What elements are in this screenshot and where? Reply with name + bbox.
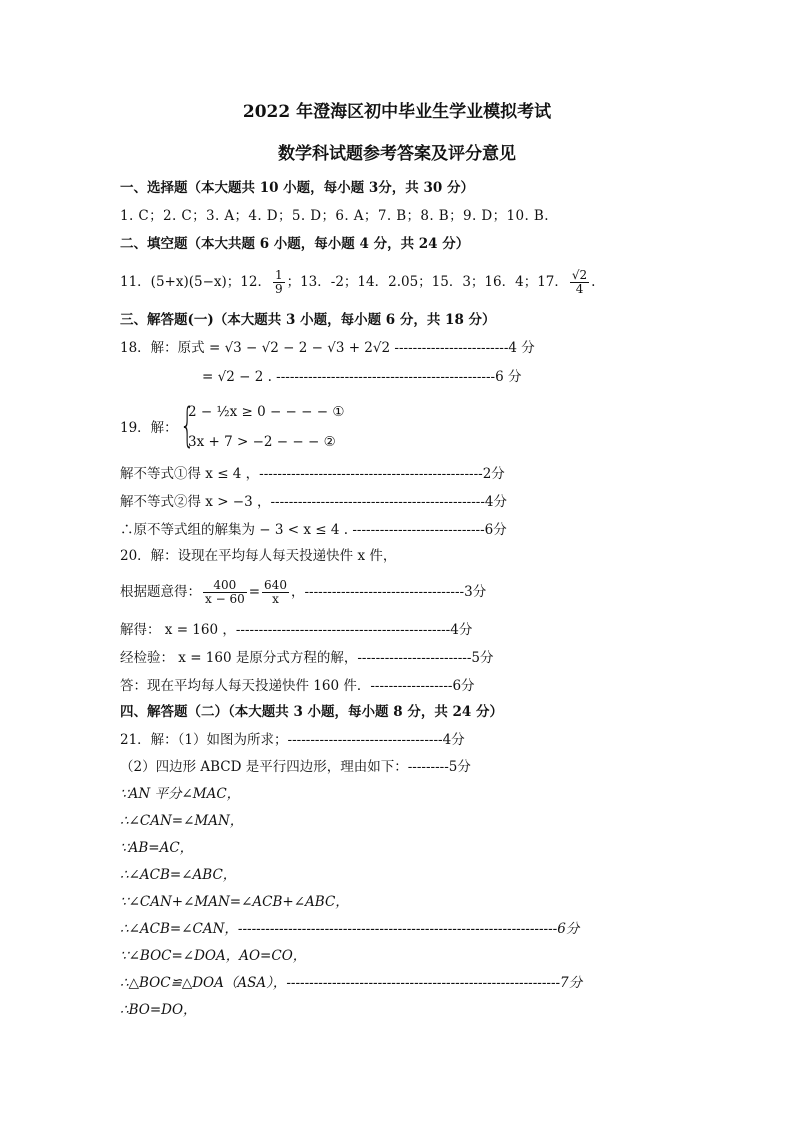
answers-fill-part-a: 11．(5+x)(5−x)；12． [120, 274, 271, 290]
fraction-400: $\frac{400}{x - 60}$ [205, 578, 245, 606]
q21-line-10: ∴△BOC≌△DOA（ASA），------------------------------------------------------------7分 [120, 975, 583, 991]
q20-line-1: 20．解：设现在平均每人每天投递快件 x 件， [120, 548, 397, 564]
q21-line-3: ∵AN 平分∠MAC， [120, 786, 241, 802]
q19-step-1: 解不等式①得 x ≤ 4 ，-------------------------------------------------2分 [120, 466, 505, 482]
q20-equation-score: ，-----------------------------------3分 [290, 584, 487, 600]
q21-line-2: （2）四边形 ABCD 是平行四边形，理由如下：---------5分 [120, 759, 471, 775]
q19-inequality-1: 2 − ½x ≥ 0 − − − − ① [188, 404, 345, 420]
q21-line-9: ∵∠BOC=∠DOA，AO=CO， [120, 948, 307, 964]
section-heading-1: 一、选择题（本大题共 10 小题，每小题 3分，共 30 分） [120, 180, 474, 196]
q21-line-1: 21．解：（1）如图为所求；----------------------------------4分 [120, 732, 465, 748]
q21-line-4: ∴∠CAN=∠MAN， [120, 813, 244, 829]
fraction-sqrt2-over-4: $\frac{√2}{4}$ [571, 268, 588, 296]
q20-line-5: 答：现在平均每人每天投递快件 160 件．------------------6分 [120, 678, 475, 694]
answers-fill-end: . [591, 274, 596, 290]
q20-line-3: 解得： x = 160 ，-----------------------------------------------4分 [120, 622, 473, 638]
q18-line-1: 18．解：原式 = √3 − √2 − 2 − √3 + 2√2 -------------------------4 分 [120, 340, 535, 356]
answers-fill-part-b: ；13．-2；14．2.05；15．3；16．4；17． [286, 274, 568, 290]
equals-sign: = [248, 584, 261, 600]
q19-inequality-2: 3x + 7 > −2 − − − ② [188, 434, 336, 450]
q21-line-6: ∴∠ACB=∠ABC， [120, 867, 237, 883]
fraction-640: $\frac{640}{x}$ [264, 578, 287, 606]
q21-line-5: ∵AB=AC， [120, 840, 194, 856]
system-brace: { [180, 398, 195, 452]
section-heading-3: 三、解答题(一)（本大题共 3 小题，每小题 6 分，共 18 分） [120, 312, 496, 328]
fraction-one-ninth: $\frac{1}{9}$ [274, 268, 283, 296]
q21-line-8: ∴∠ACB=∠CAN，----------------------------------------------------------------------6分 [120, 921, 580, 937]
q20-equation [120, 574, 486, 610]
q19-step-2: 解不等式②得 x > −3 ，-----------------------------------------------4分 [120, 494, 507, 510]
answers-fill [120, 262, 595, 302]
answers-choice: 1. C；2. C；3. A；4. D；5. D；6. A；7. B；8. B；9. D；10. B. [120, 208, 549, 224]
page-title: 2022 年澄海区初中毕业生学业模拟考试 [242, 102, 552, 122]
q20-line-4: 经检验： x = 160 是原分式方程的解，-------------------------5分 [120, 650, 494, 666]
section-heading-2: 二、填空题（本大共题 6 小题，每小题 4 分，共 24 分） [120, 236, 470, 252]
q20-equation-label: 根据题意得： [120, 584, 201, 600]
q21-line-7: ∵∠CAN+∠MAN=∠ACB+∠ABC， [120, 894, 349, 910]
q21-line-11: ∴BO=DO， [120, 1002, 197, 1018]
q19-step-3: ∴原不等式组的解集为 − 3 < x ≤ 4 . -----------------------------6分 [120, 522, 507, 538]
page-subtitle: 数学科试题参考答案及评分意见 [278, 144, 516, 164]
q18-line-2: = √2 − 2 . ------------------------------------------------6 分 [202, 369, 522, 385]
section-heading-4: 四、解答题（二）（本大题共 3 小题，每小题 8 分，共 24 分） [120, 704, 504, 720]
q19-label: 19．解： [120, 420, 178, 436]
